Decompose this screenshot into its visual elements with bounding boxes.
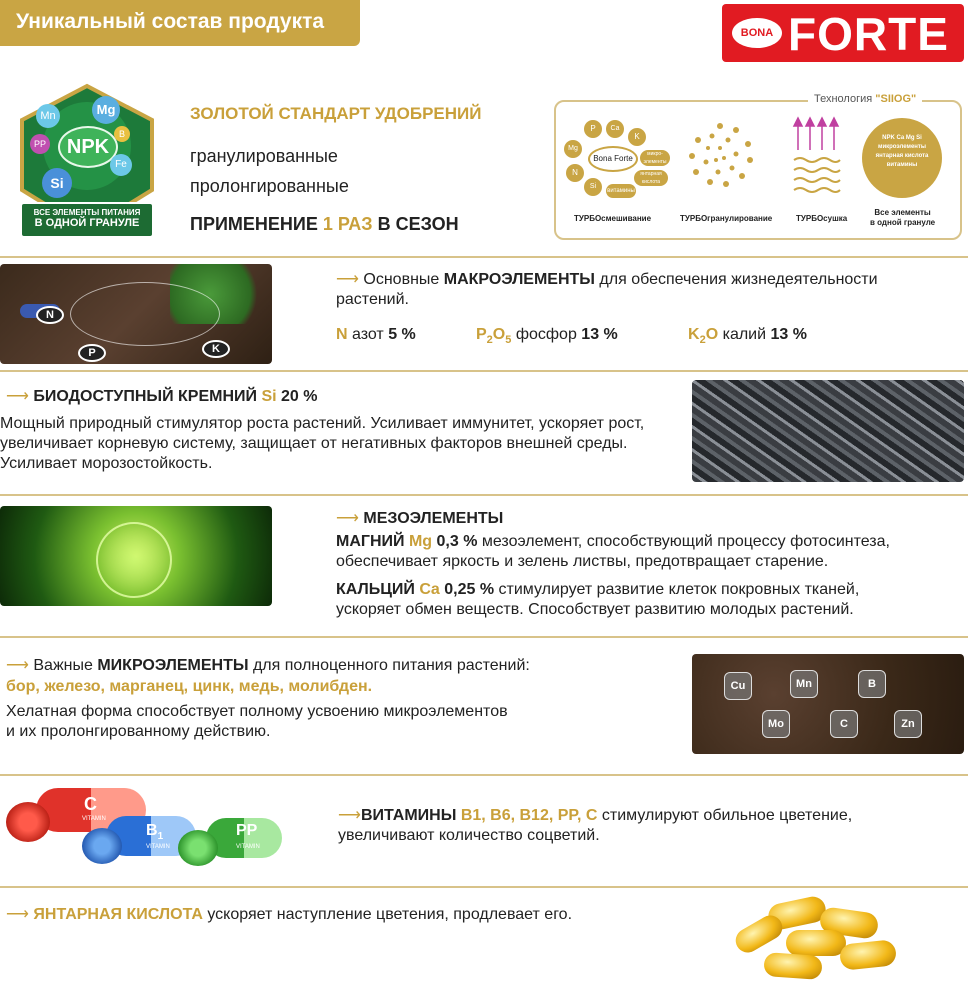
arrow-icon: ⟶: [336, 271, 359, 288]
mix-ca: Ca: [606, 120, 624, 138]
badge-line1: ВСЕ ЭЛЕМЕНТЫ ПИТАНИЯ: [33, 208, 141, 217]
mix-center: Bona Forte: [588, 146, 638, 172]
mix-p: P: [584, 120, 602, 138]
orbit-ring: [70, 282, 220, 346]
meso-title: ⟶ МЕЗОЭЛЕМЕНТЫ: [336, 510, 504, 527]
silicon-granules-photo: [692, 380, 964, 482]
soil-hex-photo: [692, 654, 964, 754]
npk-badge: [14, 80, 160, 242]
capsule-b1: $B_1$ VITAMIN: [106, 816, 196, 856]
mix-vit: витамины: [606, 184, 636, 198]
divider-6: [0, 886, 968, 888]
label-n: N: [36, 306, 64, 324]
hex-zn: Zn: [894, 710, 922, 738]
tech-label: Технология "SIIOG": [808, 93, 922, 105]
capsule-5: [839, 939, 897, 971]
vitamins-text: ⟶ВИТАМИНЫ B1, B6, B12, PP, C стимулируют обильное цветение, увеличивают количество соцветий.: [338, 807, 853, 844]
mix-mg: Mg: [564, 140, 582, 158]
b-ball: B: [114, 126, 130, 142]
silicon-title: ⟶ БИОДОСТУПНЫЙ КРЕМНИЙ Si 20 %: [6, 388, 318, 405]
hex-mo: Mo: [762, 710, 790, 738]
arrow-icon: ⟶: [336, 510, 359, 527]
macro-text: ⟶ Основные МАКРОЭЛЕМЕНТЫ для обеспечения жизнедеятельности растений.: [336, 271, 878, 308]
turbo-mixing-diagram: [562, 118, 672, 208]
fe-ball: Fe: [110, 154, 132, 176]
intro-line2: пролонгированные: [190, 176, 349, 196]
mix-k: K: [628, 128, 646, 146]
capsule-4: [786, 930, 846, 956]
cells-photo: [0, 506, 272, 606]
label-k: K: [202, 340, 230, 358]
meso-magnesium: МАГНИЙ Mg 0,3 % мезоэлемент, способствующий процессу фотосинтеза, обеспечивает яркость и зелень листвы, предотвращает старение.: [336, 533, 890, 570]
capsule-pp: PP VITAMIN: [206, 818, 282, 858]
npk-sphere: NPK: [58, 126, 118, 168]
logo-big-text: FORTE: [788, 8, 949, 60]
page-title: Уникальный состав продукта: [0, 0, 360, 46]
granule-circle: NPK Ca Mg Si микроэлементы янтарная кислота витамины: [862, 118, 942, 198]
beads-green: [178, 830, 218, 866]
logo-small-text: BONA: [732, 18, 782, 48]
app-part-c: В СЕЗОН: [372, 214, 459, 234]
hex-cu: Cu: [724, 672, 752, 700]
arrow-icon: ⟶: [6, 906, 29, 923]
arrow-icon: ⟶: [338, 807, 361, 824]
mg-ball: Mg: [92, 96, 120, 124]
divider-3: [0, 494, 968, 496]
brand-logo: [722, 4, 964, 62]
tech-caption-3: ТУРБОсушка: [796, 214, 848, 223]
mn-ball: Mn: [36, 104, 60, 128]
divider-5: [0, 774, 968, 776]
capsule-6: [763, 952, 823, 980]
capsule-3: [731, 911, 786, 957]
hex-mn: Mn: [790, 670, 818, 698]
beads-red: [6, 802, 50, 842]
badge-line2: В ОДНОЙ ГРАНУЛЕ: [34, 217, 140, 229]
mix-si: Si: [584, 178, 602, 196]
meso-calcium: КАЛЬЦИЙ Ca 0,25 % стимулирует развитие клеток покровных тканей, ускоряет обмен веществ. Способствует развитию молодых растений.: [336, 581, 860, 618]
tech-caption-4: Все элементы в одной грануле: [870, 208, 936, 227]
acid-text: ⟶ ЯНТАРНАЯ КИСЛОТА ускоряет наступление цветения, продлевает его.: [6, 906, 573, 923]
macro-p: $P_2O_5$ фосфор 13 %: [476, 326, 618, 347]
arrow-icon: ⟶: [6, 388, 29, 405]
app-part-b: 1 РАЗ: [322, 214, 373, 234]
micro-text: ⟶ Важные МИКРОЭЛЕМЕНТЫ для полноценного питания растений:: [6, 657, 530, 674]
hex-b: B: [858, 670, 886, 698]
label-p: P: [78, 344, 106, 362]
intro-line1: гранулированные: [190, 146, 338, 166]
mix-n: N: [566, 164, 584, 182]
amber-capsules: [724, 896, 900, 980]
mix-micro: микро-элементы: [640, 150, 670, 166]
spiral-icon: [682, 118, 758, 194]
mix-acid: янтарная кислота: [634, 170, 668, 186]
micro-list: бор, железо, марганец, цинк, медь, молибден.: [6, 678, 373, 695]
divider-2: [0, 370, 968, 372]
silicon-text: Мощный природный стимулятор роста растений. Усиливает иммунитет, ускоряет рост, увеличивает корневую систему, защищает от негативных факторов внешней среды. Усиливает морозостойкость.: [0, 415, 645, 472]
tech-caption-1: ТУРБОсмешивание: [574, 214, 652, 223]
beads-blue: [82, 828, 122, 864]
pp-ball: PP: [30, 134, 50, 154]
macro-k: $K_2O$ калий 13 %: [688, 326, 807, 347]
vitamin-capsules: [6, 782, 286, 878]
soil-plant-photo: [0, 264, 272, 364]
tech-caption-2: ТУРБОгранулирование: [680, 214, 773, 223]
badge-caption: [20, 202, 154, 238]
divider-4: [0, 636, 968, 638]
arrow-icon: ⟶: [6, 657, 29, 674]
cell-sphere: [96, 522, 172, 598]
macro-n: N азот 5 %: [336, 326, 416, 343]
hex-c: C: [830, 710, 858, 738]
app-part-a: ПРИМЕНЕНИЕ: [190, 214, 323, 234]
si-ball: Si: [42, 168, 72, 198]
capsule-c: C VITAMIN: [36, 788, 146, 832]
micro-desc: Хелатная форма способствует полному усвоению микроэлементов и их пролонгированному действию.: [6, 703, 508, 740]
divider-1: [0, 256, 968, 258]
drying-icon: [790, 116, 842, 196]
intro-headline: ЗОЛОТОЙ СТАНДАРТ УДОБРЕНИЙ: [190, 104, 482, 123]
intro-application: [190, 214, 459, 235]
